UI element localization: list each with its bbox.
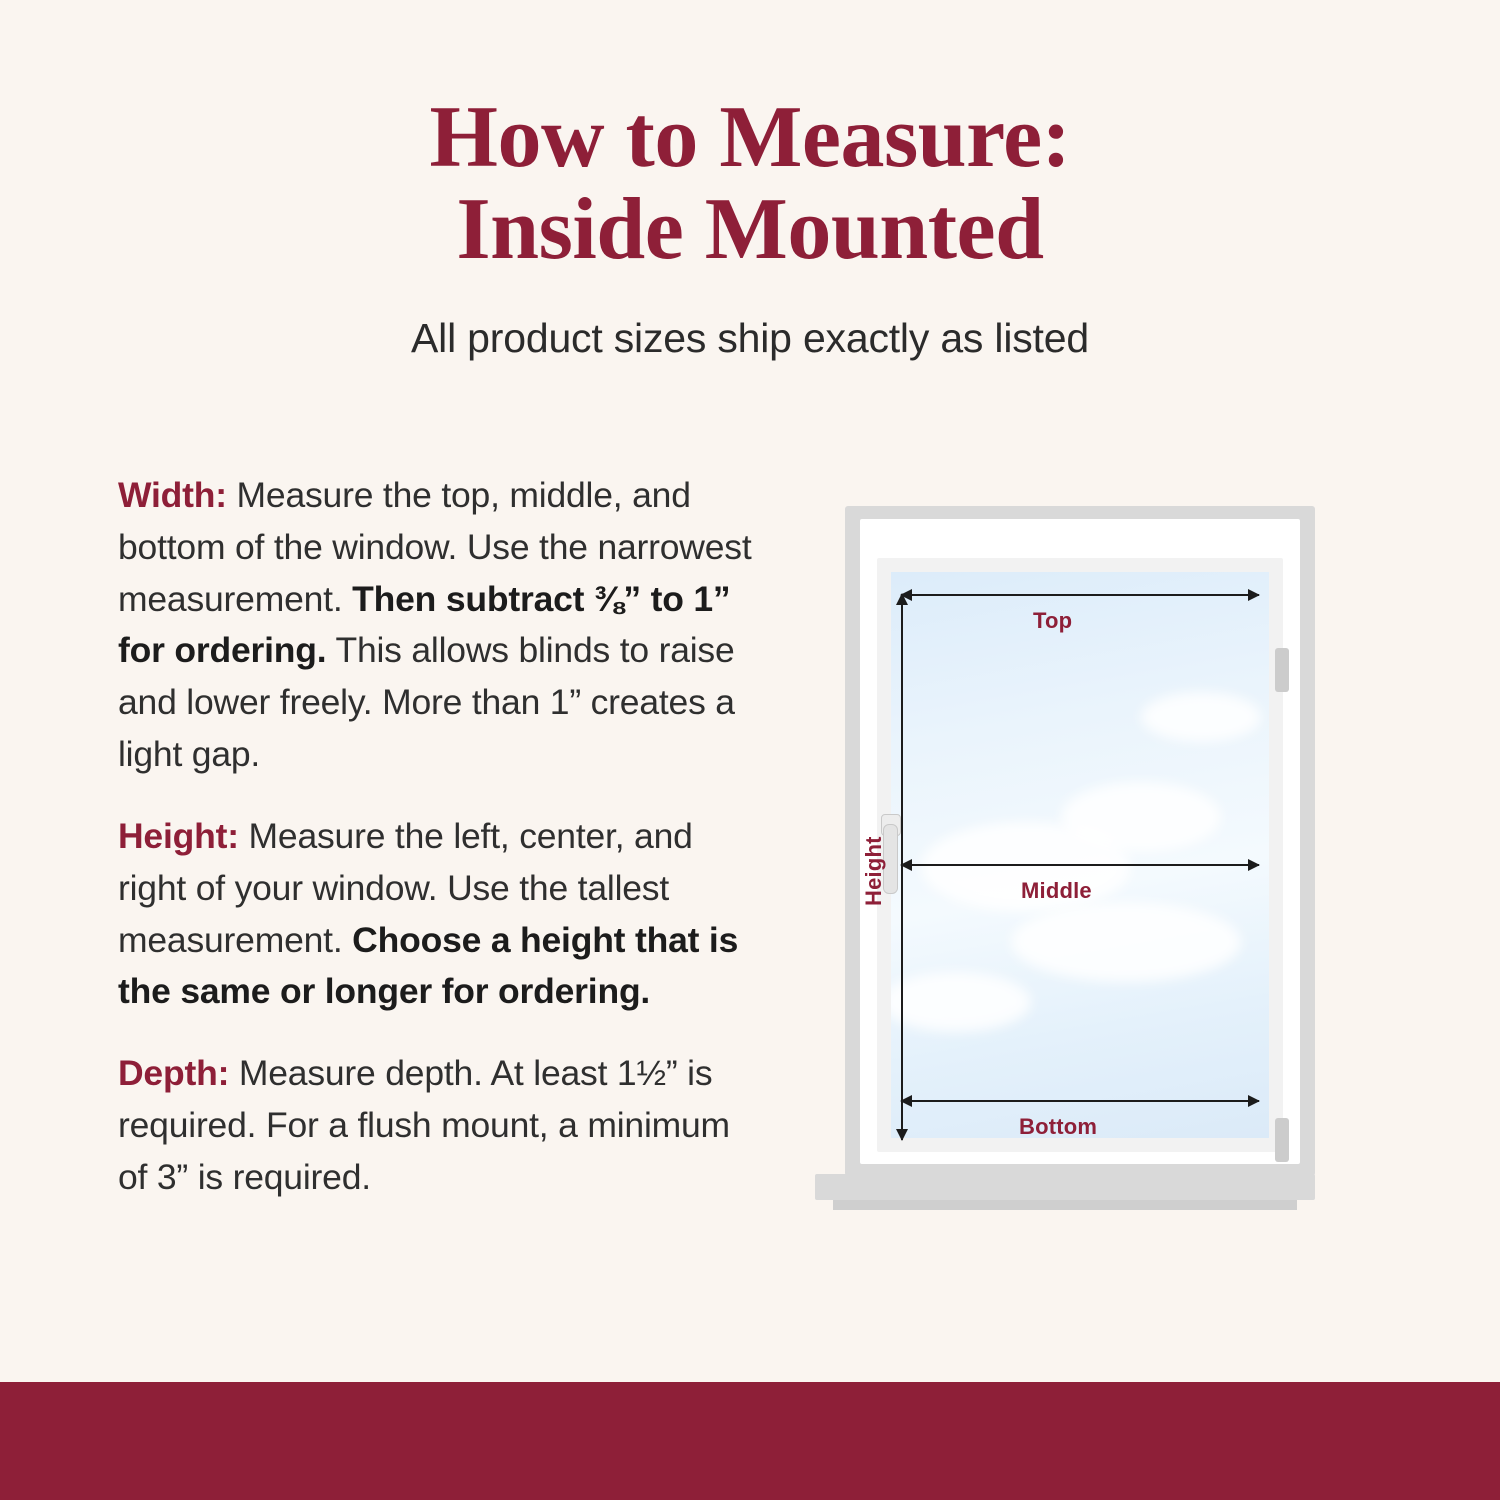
instruction-width-lead: Width: [118, 475, 227, 515]
instruction-width-bold: Then subtract ⅜” to 1” for ordering. [118, 578, 731, 671]
cloud-shape [891, 972, 1031, 1032]
page-title [0, 89, 1500, 279]
instruction-depth-lead: Depth: [118, 1053, 230, 1094]
instruction-depth-text-1: Measure depth. At least 1½” is required. For a flush mount, a minimum of 3” is required. [118, 1053, 730, 1197]
label-top: Top [1033, 608, 1073, 633]
window-sill [815, 1174, 1315, 1200]
page-subtitle: All product sizes ship exactly as listed [411, 314, 1089, 361]
instruction-width [118, 470, 760, 781]
instructions-column [0, 470, 760, 1204]
width-arrow-top [901, 594, 1259, 596]
page-title-line-2: Inside Mounted [456, 181, 1044, 279]
window-diagram-column [770, 470, 1390, 1226]
window-diagram [805, 506, 1325, 1226]
footer-bar [0, 1382, 1500, 1500]
label-middle: Middle [1021, 878, 1092, 903]
height-arrow [901, 594, 903, 1140]
instruction-width-text-1: Measure the top, middle, and bottom of the window. Use the narrowest measurement. [118, 475, 752, 619]
width-arrow-bottom [901, 1100, 1259, 1102]
header [0, 0, 1500, 362]
window-sill-shadow [833, 1200, 1297, 1210]
window-glass [891, 572, 1269, 1138]
page-title-line-1: How to Measure: [429, 89, 1071, 186]
instruction-width-text-2: This allows blinds to raise and lower freely. More than 1” creates a light gap. [118, 630, 735, 775]
instruction-height-text-1: Measure the left, center, and right of your window. Use the tallest measurement. [118, 815, 693, 960]
window-hinge-bottom-icon [1275, 1118, 1289, 1162]
cloud-shape [1011, 902, 1241, 982]
instruction-depth [118, 1048, 760, 1203]
content-area [0, 470, 1500, 1226]
label-bottom: Bottom [1019, 1114, 1098, 1139]
label-height: Height [861, 836, 886, 906]
window-hinge-top-icon [1275, 648, 1289, 692]
cloud-shape [1061, 782, 1221, 852]
cloud-shape [1141, 692, 1261, 742]
instruction-height-lead: Height: [118, 815, 239, 856]
width-arrow-middle [901, 864, 1259, 866]
instruction-height [118, 811, 760, 1018]
instruction-height-bold: Choose a height that is the same or longer for ordering. [118, 919, 739, 1012]
